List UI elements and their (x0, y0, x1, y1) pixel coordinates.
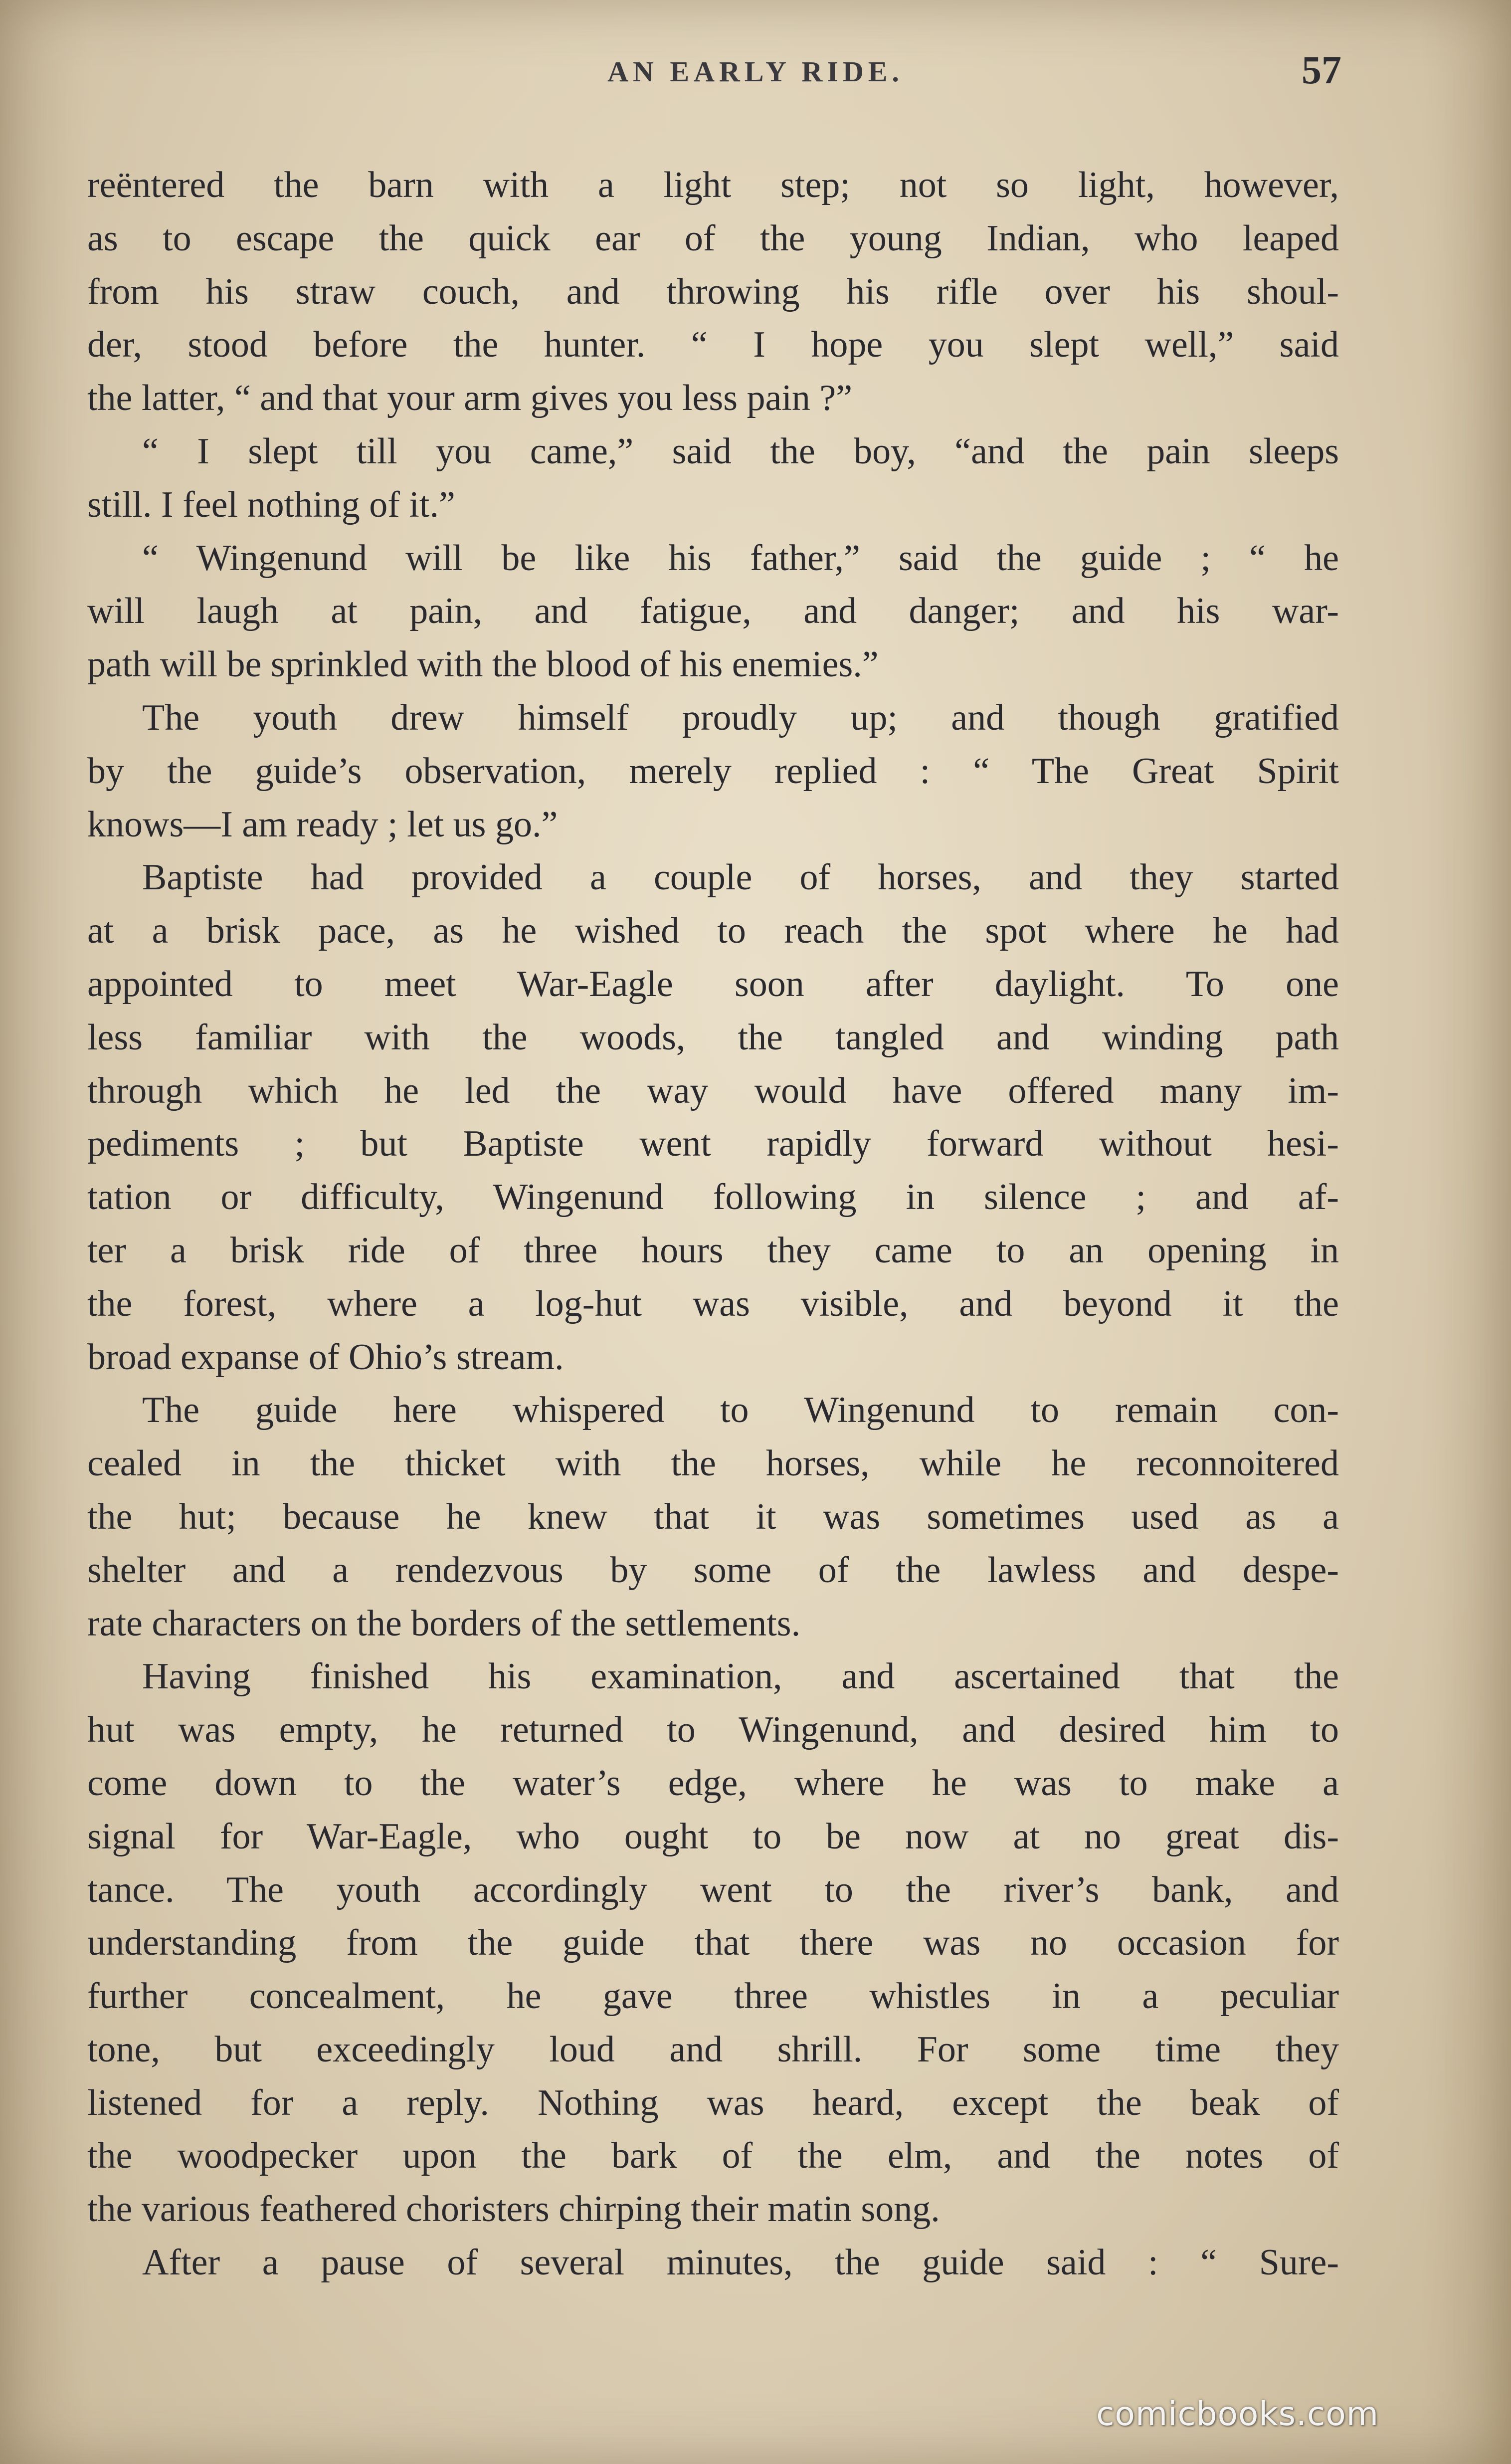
text-line: Baptiste had provided a couple of horses, and they started (142, 857, 1339, 898)
text-line: come down to the water’s edge, where he was to make a (87, 1762, 1339, 1804)
text-line: by the guide’s observation, merely replied : “ The Great Spirit (87, 750, 1339, 792)
text-line: “ I slept till you came,” said the boy, “and the pain sleeps (142, 430, 1339, 472)
text-line: rate characters on the borders of the settlements. (87, 1603, 801, 1644)
text-line: as to escape the quick ear of the young Indian, who leaped (87, 217, 1339, 259)
text-line: der, stood before the hunter. “ I hope you slept well,” said (87, 324, 1339, 366)
text-line: less familiar with the woods, the tangled and winding path (87, 1017, 1339, 1058)
text-line: shelter and a rendezvous by some of the lawless and despe- (87, 1549, 1339, 1591)
text-line: appointed to meet War-Eagle soon after daylight. To one (87, 963, 1339, 1005)
text-line: from his straw couch, and throwing his rifle over his shoul- (87, 271, 1339, 312)
running-title: AN EARLY RIDE. (607, 55, 904, 88)
text-line: “ Wingenund will be like his father,” said the guide ; “ he (142, 537, 1339, 579)
text-line: signal for War-Eagle, who ought to be now at no great dis- (87, 1816, 1339, 1857)
text-line: cealed in the thicket with the horses, while he reconnoitered (87, 1443, 1339, 1484)
text-line: After a pause of several minutes, the guide said : “ Sure- (142, 2242, 1339, 2283)
text-line: ter a brisk ride of three hours they came to an opening in (87, 1230, 1339, 1271)
text-line: pediments ; but Baptiste went rapidly forward without hesi- (87, 1123, 1339, 1165)
body-text (87, 159, 1339, 2289)
text-line: through which he led the way would have offered many im- (87, 1070, 1339, 1111)
site-watermark: comicbooks.com (1096, 2395, 1379, 2433)
text-line: the hut; because he knew that it was sometimes used as a (87, 1496, 1339, 1537)
text-line: tone, but exceedingly loud and shrill. For some time they (87, 2029, 1339, 2070)
text-line: broad expanse of Ohio’s stream. (87, 1336, 564, 1378)
text-line: knows—I am ready ; let us go.” (87, 804, 558, 845)
text-line: listened for a reply. Nothing was heard, except the beak of (87, 2082, 1339, 2123)
text-line: The guide here whispered to Wingenund to remain con- (142, 1390, 1339, 1431)
text-line: understanding from the guide that there was no occasion for (87, 1922, 1339, 1964)
text-line: Having finished his examination, and ascertained that the (142, 1656, 1339, 1697)
text-line: hut was empty, he returned to Wingenund, and desired him to (87, 1709, 1339, 1751)
text-line: will laugh at pain, and fatigue, and danger; and his war- (87, 591, 1339, 632)
text-line: still. I feel nothing of it.” (87, 484, 455, 525)
text-line: at a brisk pace, as he wished to reach the spot where he had (87, 910, 1339, 952)
text-line: tance. The youth accordingly went to the river’s bank, and (87, 1869, 1339, 1910)
text-line: The youth drew himself proudly up; and though gratified (142, 697, 1339, 738)
text-line: the various feathered choristers chirping their matin song. (87, 2189, 940, 2230)
page-number: 57 (1302, 48, 1341, 92)
text-line: the latter, “ and that your arm gives you less pain ?” (87, 378, 853, 419)
text-line: path will be sprinkled with the blood of his enemies.” (87, 644, 879, 685)
text-line: the forest, where a log-hut was visible, and beyond it the (87, 1283, 1339, 1324)
text-line: the woodpecker upon the bark of the elm, and the notes of (87, 2135, 1339, 2177)
text-line: reëntered the barn with a light step; not so light, however, (87, 165, 1339, 205)
text-line: tation or difficulty, Wingenund following in silence ; and af- (87, 1177, 1339, 1218)
text-line: further concealment, he gave three whistles in a peculiar (87, 1976, 1339, 2017)
